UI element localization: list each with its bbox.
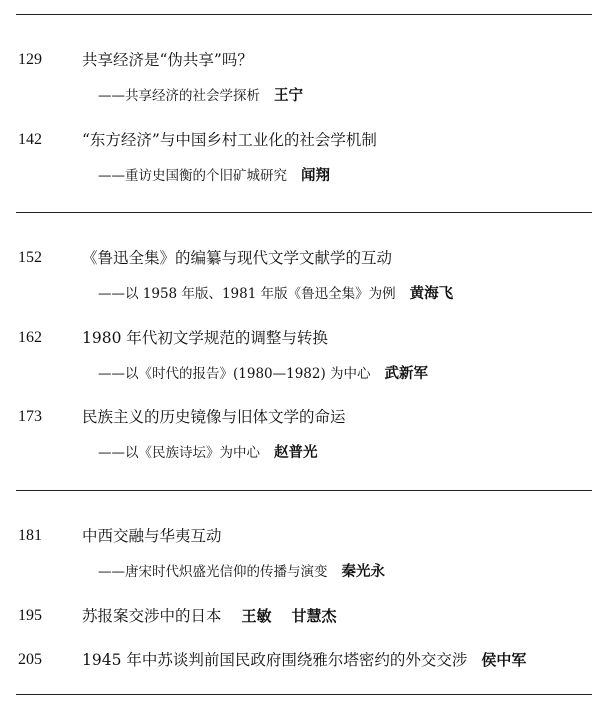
article-title: 共享经济是“伪共享”吗？: [82, 51, 253, 69]
section-divider: [16, 212, 592, 213]
author-name: 王敏: [241, 607, 272, 625]
author-name: 闻翔: [301, 167, 330, 184]
article-title: 《鲁迅全集》的编纂与现代文学文献学的互动: [82, 249, 393, 267]
section-divider: [16, 490, 592, 491]
page-number: 129: [18, 51, 42, 68]
article-subtitle: ——共享经济的社会学探析 王宁: [98, 87, 303, 104]
author-name: 武新军: [384, 365, 429, 382]
article-title: 中西交融与华夷互动: [82, 527, 222, 545]
article-title: 1945 年中苏谈判前国民政府围绕雅尔塔密约的外交交涉 侯中军: [82, 651, 527, 669]
article-subtitle: ——唐宋时代炽盛光信仰的传播与演变 秦光永: [98, 563, 385, 580]
page-number: 205: [18, 651, 42, 668]
article-title: 民族主义的历史镜像与旧体文学的命运: [82, 408, 346, 426]
page-number: 195: [18, 607, 42, 624]
section-divider-bottom: [16, 694, 592, 695]
page-number: 181: [18, 527, 42, 544]
article-title: 苏报案交涉中的日本 王敏 甘慧杰: [82, 607, 337, 625]
section-divider-top: [16, 14, 592, 15]
article-subtitle: ——以《民族诗坛》为中心 赵普光: [98, 444, 318, 461]
author-name: 王宁: [274, 87, 303, 104]
page-number: 142: [18, 131, 42, 148]
author-name: 秦光永: [341, 563, 385, 580]
article-subtitle: ——以《时代的报告》(1980—1982) 为中心 武新军: [98, 365, 429, 382]
page-number: 162: [18, 329, 42, 346]
article-title: 1980 年代初文学规范的调整与转换: [82, 329, 328, 347]
author-name: 甘慧杰: [291, 607, 337, 625]
author-name: 黄海飞: [409, 285, 454, 302]
article-title: “东方经济”与中国乡村工业化的社会学机制: [82, 131, 377, 149]
author-name: 赵普光: [274, 444, 318, 461]
page-number: 173: [18, 408, 42, 425]
page-number: 152: [18, 249, 42, 266]
article-subtitle: ——重访史国衡的个旧矿城研究 闻翔: [98, 167, 330, 184]
article-subtitle: ——以 1958 年版、1981 年版《鲁迅全集》为例 黄海飞: [98, 285, 454, 302]
author-name: 侯中军: [481, 651, 527, 669]
